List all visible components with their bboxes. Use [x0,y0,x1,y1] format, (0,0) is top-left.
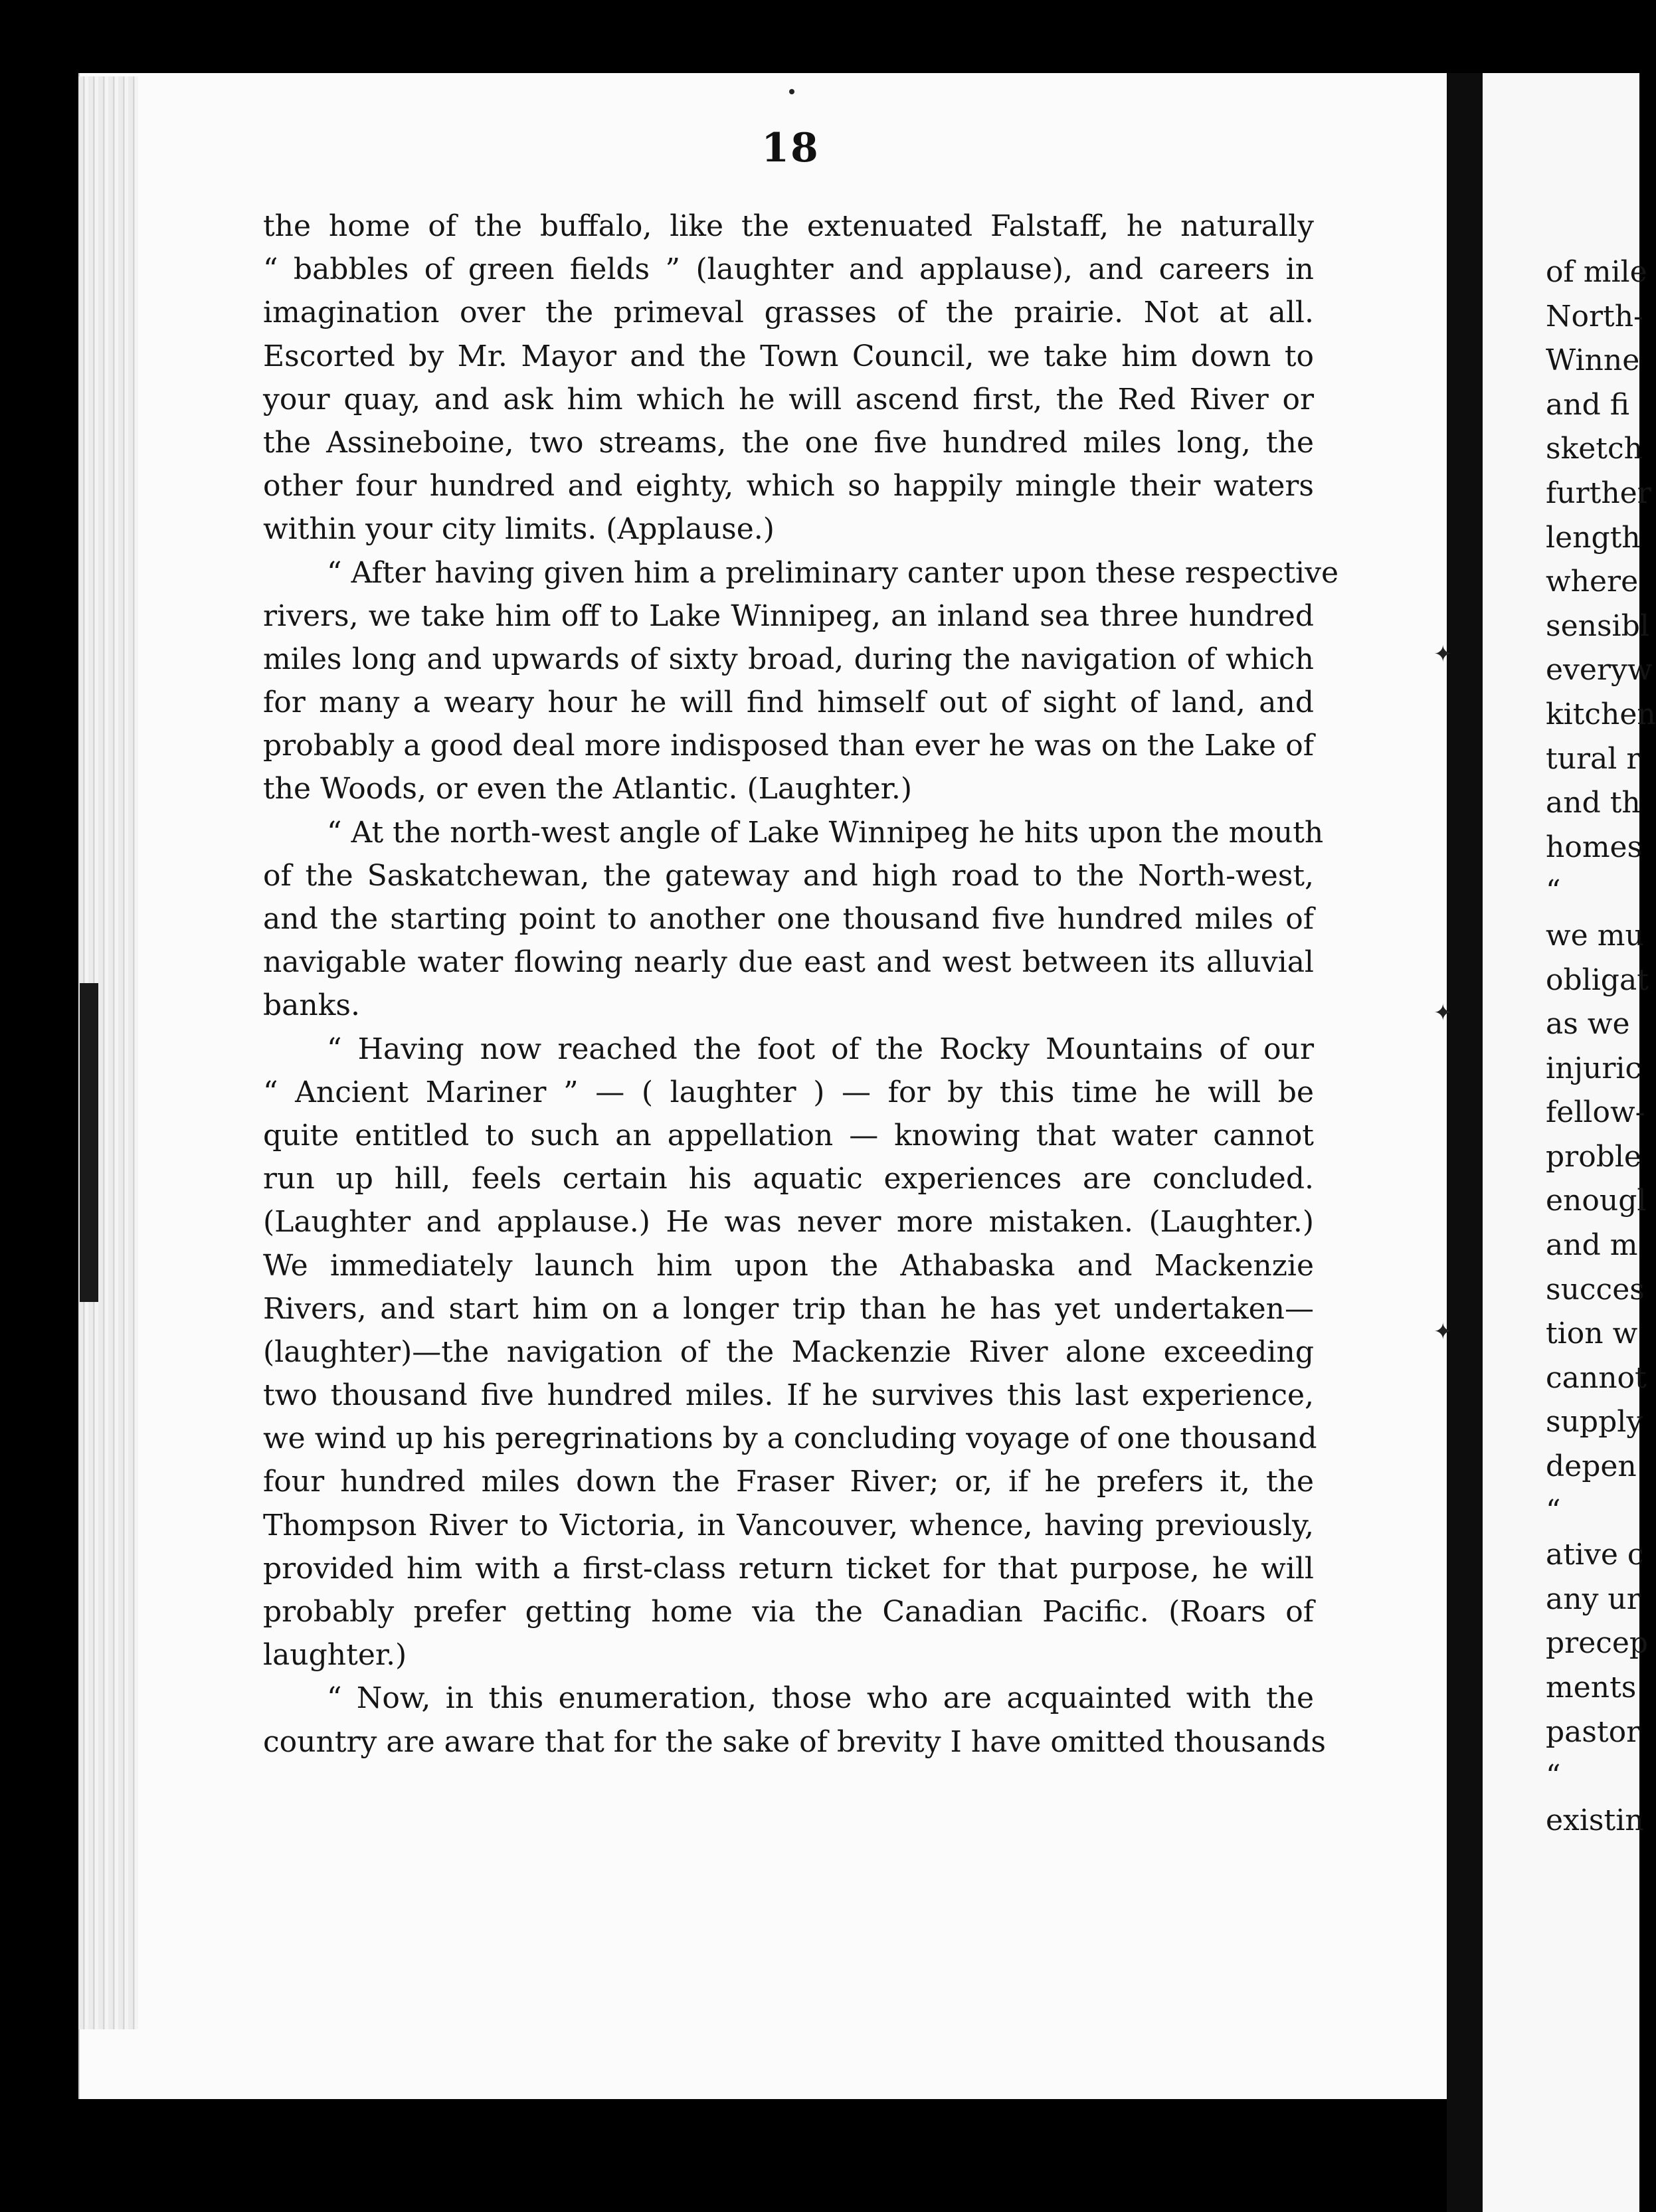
right-text-line: North- [1546,299,1643,333]
right-text-line: pastor [1546,1714,1641,1749]
right-text-line: of mile [1546,255,1647,289]
text-line: “ Ancient Mariner ” — ( laughter ) — for by this time he will be [263,1075,1314,1109]
right-text-line: sensibl [1546,608,1649,643]
right-text-line: any ur [1546,1582,1641,1616]
right-text-line: depen [1546,1449,1637,1484]
text-line: Rivers, and start him on a longer trip than he has yet undertaken— [263,1291,1314,1326]
page-number: 18 [761,125,820,171]
right-text-line: “ [1546,1759,1561,1794]
binding-stitch-mark: ✦ [1433,1319,1453,1345]
text-line: “ After having given him a preliminary canter upon these respective [327,555,1339,590]
binding-stitch-mark: ✦ [1433,641,1453,668]
right-text-line: further [1546,476,1651,510]
text-line: country are aware that for the sake of brevity I have omitted thousands [263,1724,1326,1759]
right-text-line: kitchen [1546,697,1656,731]
right-text-line: existin [1546,1803,1644,1837]
right-text-line: tural r [1546,741,1641,776]
text-line: quite entitled to such an appellation — knowing that water cannot [263,1118,1314,1152]
text-line: other four hundred and eighty, which so happily mingle their waters [263,469,1314,504]
right-text-line: Winne [1546,343,1640,378]
right-page-text [1546,250,1656,1843]
right-text-line: homes [1546,830,1643,864]
text-line: (laughter)—the navigation of the Mackenzie River alone exceeding [263,1335,1314,1369]
text-line: Thompson River to Victoria, in Vancouver, whence, having previously, [263,1508,1314,1542]
right-text-line: supply [1546,1405,1643,1439]
text-line: (Laughter and applause.) He was never more mistaken. (Laughter.) [263,1205,1314,1240]
text-line: We immediately launch him upon the Athabaska and Mackenzie [263,1248,1314,1283]
text-line: the home of the buffalo, like the extenuated Falstaff, he naturally [263,209,1314,243]
text-line: for many a weary hour he will find himself out of sight of land, and [263,686,1314,720]
text-line: probably prefer getting home via the Canadian Pacific. (Roars of [263,1595,1314,1629]
text-line: Escorted by Mr. Mayor and the Town Council, we take him down to [263,339,1314,373]
text-line: of the Saskatchewan, the gateway and high road to the North-west, [263,858,1314,893]
right-text-line: sketch [1546,432,1643,466]
text-line: “ Having now reached the foot of the Rocky Mountains of our [327,1032,1314,1066]
text-line: laughter.) [263,1638,407,1673]
text-line: within your city limits. (Applause.) [263,512,775,547]
text-line: banks. [263,988,360,1023]
text-line: your quay, and ask him which he will ascend first, the Red River or [263,382,1314,416]
right-text-line: injuric [1546,1051,1642,1085]
text-line: “ Now, in this enumeration, those who are acquainted with the [327,1681,1314,1716]
right-text-line: “ [1546,874,1561,909]
binding-stitch-mark: ✦ [1433,1000,1453,1026]
right-text-line: obligat [1546,963,1649,997]
right-text-line: as we [1546,1007,1630,1042]
right-text-line: and fi [1546,387,1630,422]
book-gutter [1447,73,1483,2212]
text-line: two thousand five hundred miles. If he survives this last experience, [263,1378,1314,1413]
text-line: navigable water flowing nearly due east and west between its alluvial [263,945,1314,980]
text-line: four hundred miles down the Fraser River; or, if he prefers it, the [263,1465,1314,1499]
right-text-line: “ [1546,1493,1561,1528]
text-line: probably a good deal more indisposed than ever he was on the Lake of [263,729,1314,763]
text-line: we wind up his peregrinations by a concluding voyage of one thousand [263,1422,1317,1456]
right-text-line: ments [1546,1671,1637,1705]
left-page-text [263,205,1339,1764]
right-text-line: ative c [1546,1538,1644,1572]
text-line: provided him with a first-class return ticket for that purpose, he will [263,1551,1314,1586]
right-text-line: tion w [1546,1317,1638,1351]
right-text-line: length [1546,520,1641,555]
text-line: rivers, we take him off to Lake Winnipeg, an inland sea three hundred [263,599,1314,633]
right-text-line: proble [1546,1139,1641,1174]
text-line: imagination over the primeval grasses of the prairie. Not at all. [263,296,1314,330]
text-line: run up hill, feels certain his aquatic experiences are concluded. [263,1162,1314,1196]
text-line: the Woods, or even the Atlantic. (Laughter.) [263,772,913,806]
binding-shadow [80,983,98,1302]
text-line: and the starting point to another one thousand five hundred miles of [263,902,1314,936]
text-line: the Assineboine, two streams, the one five hundred miles long, the [263,425,1314,460]
right-text-line: and th [1546,786,1641,820]
right-text-line: cannot [1546,1360,1647,1395]
right-text-line: and m [1546,1228,1638,1263]
printer-dot [789,89,794,94]
right-text-line: we mu [1546,918,1644,953]
right-text-line: where [1546,565,1639,599]
right-text-line: succes [1546,1272,1645,1307]
right-text-line: enougl [1546,1184,1647,1218]
text-line: “ babbles of green fields ” (laughter and applause), and careers in [263,252,1314,287]
right-text-line: fellow- [1546,1095,1645,1130]
text-line: “ At the north-west angle of Lake Winnipeg he hits upon the mouth [327,815,1324,850]
right-text-line: everyw [1546,653,1653,688]
text-line: miles long and upwards of sixty broad, during the navigation of which [263,642,1314,676]
right-text-line: precep [1546,1626,1649,1661]
